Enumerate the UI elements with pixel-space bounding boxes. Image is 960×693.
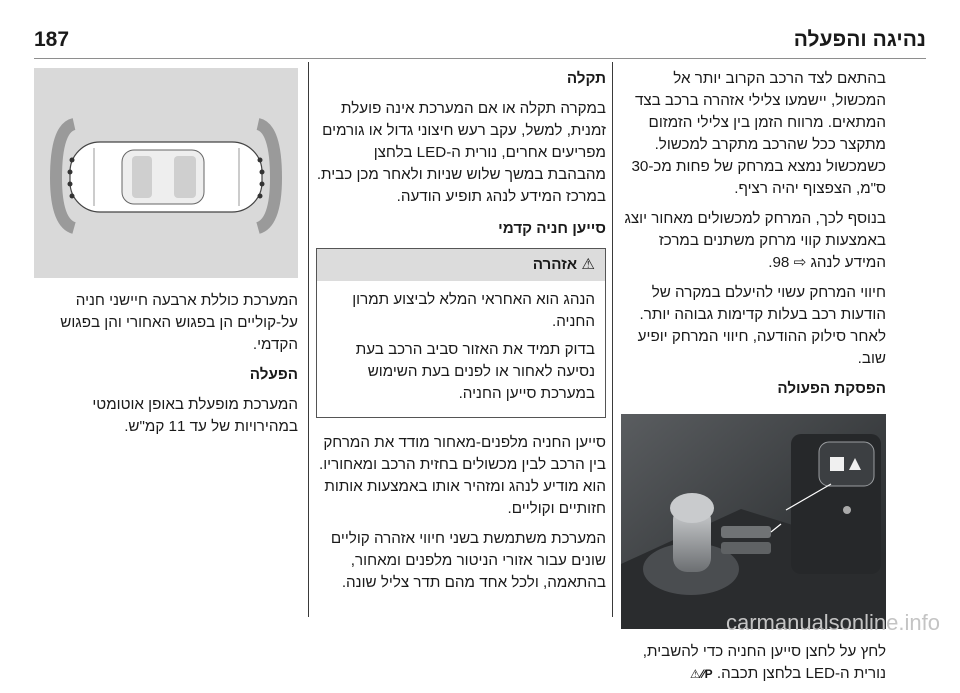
header-rule xyxy=(34,58,926,59)
fault-text: במקרה תקלה או אם המערכת אינה פועלת זמנית, למשל, עקב רעש חיצוני גדול או גורמים מפריעים אחרים, נורית ה-LED בלחצן מהבהבת במשך שלוש שניות ולאחר מכן כבית. במרכז המידע לנהג תופיע הודעה. xyxy=(316,100,606,205)
car-sensor-figure xyxy=(34,68,298,278)
activation-heading: הפעלה xyxy=(249,366,298,383)
sensors-paragraph: המערכת כוללת ארבעה חיישני חניה על-קוליים הן בפגוש האחורי והן בפגוש הקדמי. xyxy=(60,292,298,353)
column-divider-right xyxy=(612,62,613,617)
warning-title: אזהרה xyxy=(532,256,578,273)
column-divider-left xyxy=(308,62,309,617)
middle-paragraph-2: המערכת משתמשת בשני חיווי אזהרה קוליים שונים עבור אזורי הניטור מלפנים ומאחור, בהתאמה, ולכל אחד מהם תדר צליל שונה. xyxy=(330,530,606,591)
warning-box xyxy=(316,248,606,418)
gear-console-image xyxy=(621,414,886,629)
warning-header xyxy=(317,249,605,281)
fault-heading: תקלה xyxy=(566,70,606,87)
deactivation-heading: הפסקת הפעולה xyxy=(777,380,886,397)
right-paragraph-3: חיווי המרחק עשוי להיעלם במקרה של הודעות רכב בעלות קדימות גבוהה יותר. לאחר סילוק ההודעה, חיווי המרחק יופיע שוב. xyxy=(637,284,886,367)
page-number: 187 xyxy=(34,28,70,51)
warning-paragraph-1: הנהג הוא האחראי המלא לביצוע תמרון החניה. xyxy=(352,291,595,330)
deactivation-sentence: לחץ על לחצן סייען החניה כדי להשבית, נורית ה-LED בלחצן תכבה. xyxy=(642,643,886,682)
right-column xyxy=(621,68,886,693)
front-assist-heading: סייען חניה קדמי xyxy=(498,220,606,237)
warning-triangle-icon: ⚠ xyxy=(581,256,595,273)
page-header xyxy=(34,28,926,58)
site-watermark: carmanualsonline.info xyxy=(725,610,940,635)
right-paragraph-2: בנוסף לכך, המרחק למכשולים מאחור יוצג באמצעות קווי מרחק משתנים במרכז המידע לנהג ⇨ 98. xyxy=(624,210,886,271)
car-top-view-icon xyxy=(34,68,298,278)
middle-paragraph-1: סייען החניה מלפנים-מאחור מודד את המרחק בין הרכב לבין מכשולים בחזית הרכב ומאחוריו. הוא מודיע לנהג ומזהיר אותו באמצעות אותות חזותיים וקוליים. xyxy=(318,434,606,517)
warning-paragraph-2: בדוק תמיד את האזור סביב הרכב בעת נסיעה לאחור או לפנים בעת השימוש במערכת סייען החניה. xyxy=(355,341,595,402)
chapter-title: נהיגה והפעלה xyxy=(793,28,926,51)
left-column xyxy=(34,68,298,446)
warning-body xyxy=(317,281,605,417)
console-photo xyxy=(621,414,886,629)
right-paragraph-1: בהתאם לצד הרכב הקרוב יותר אל המכשול, יישמעו צלילי אזהרה ברכב בצד המתאים. מרווח הזמן בין צלילי הזמזום מתקצר ככל שהרכב מתקרב למכשול. כשמכשול נמצא במרחק של פחות מכ-30 ס"מ, הצפצוף יהיה רציף. xyxy=(631,70,886,197)
park-assist-button-icon: P⁄⁄⚠ xyxy=(689,667,713,681)
activation-text: המערכת מופעלת באופן אוטומטי במהירויות של עד 11 קמ"ש. xyxy=(92,396,298,435)
middle-column xyxy=(316,68,606,602)
deactivation-text xyxy=(621,641,886,685)
